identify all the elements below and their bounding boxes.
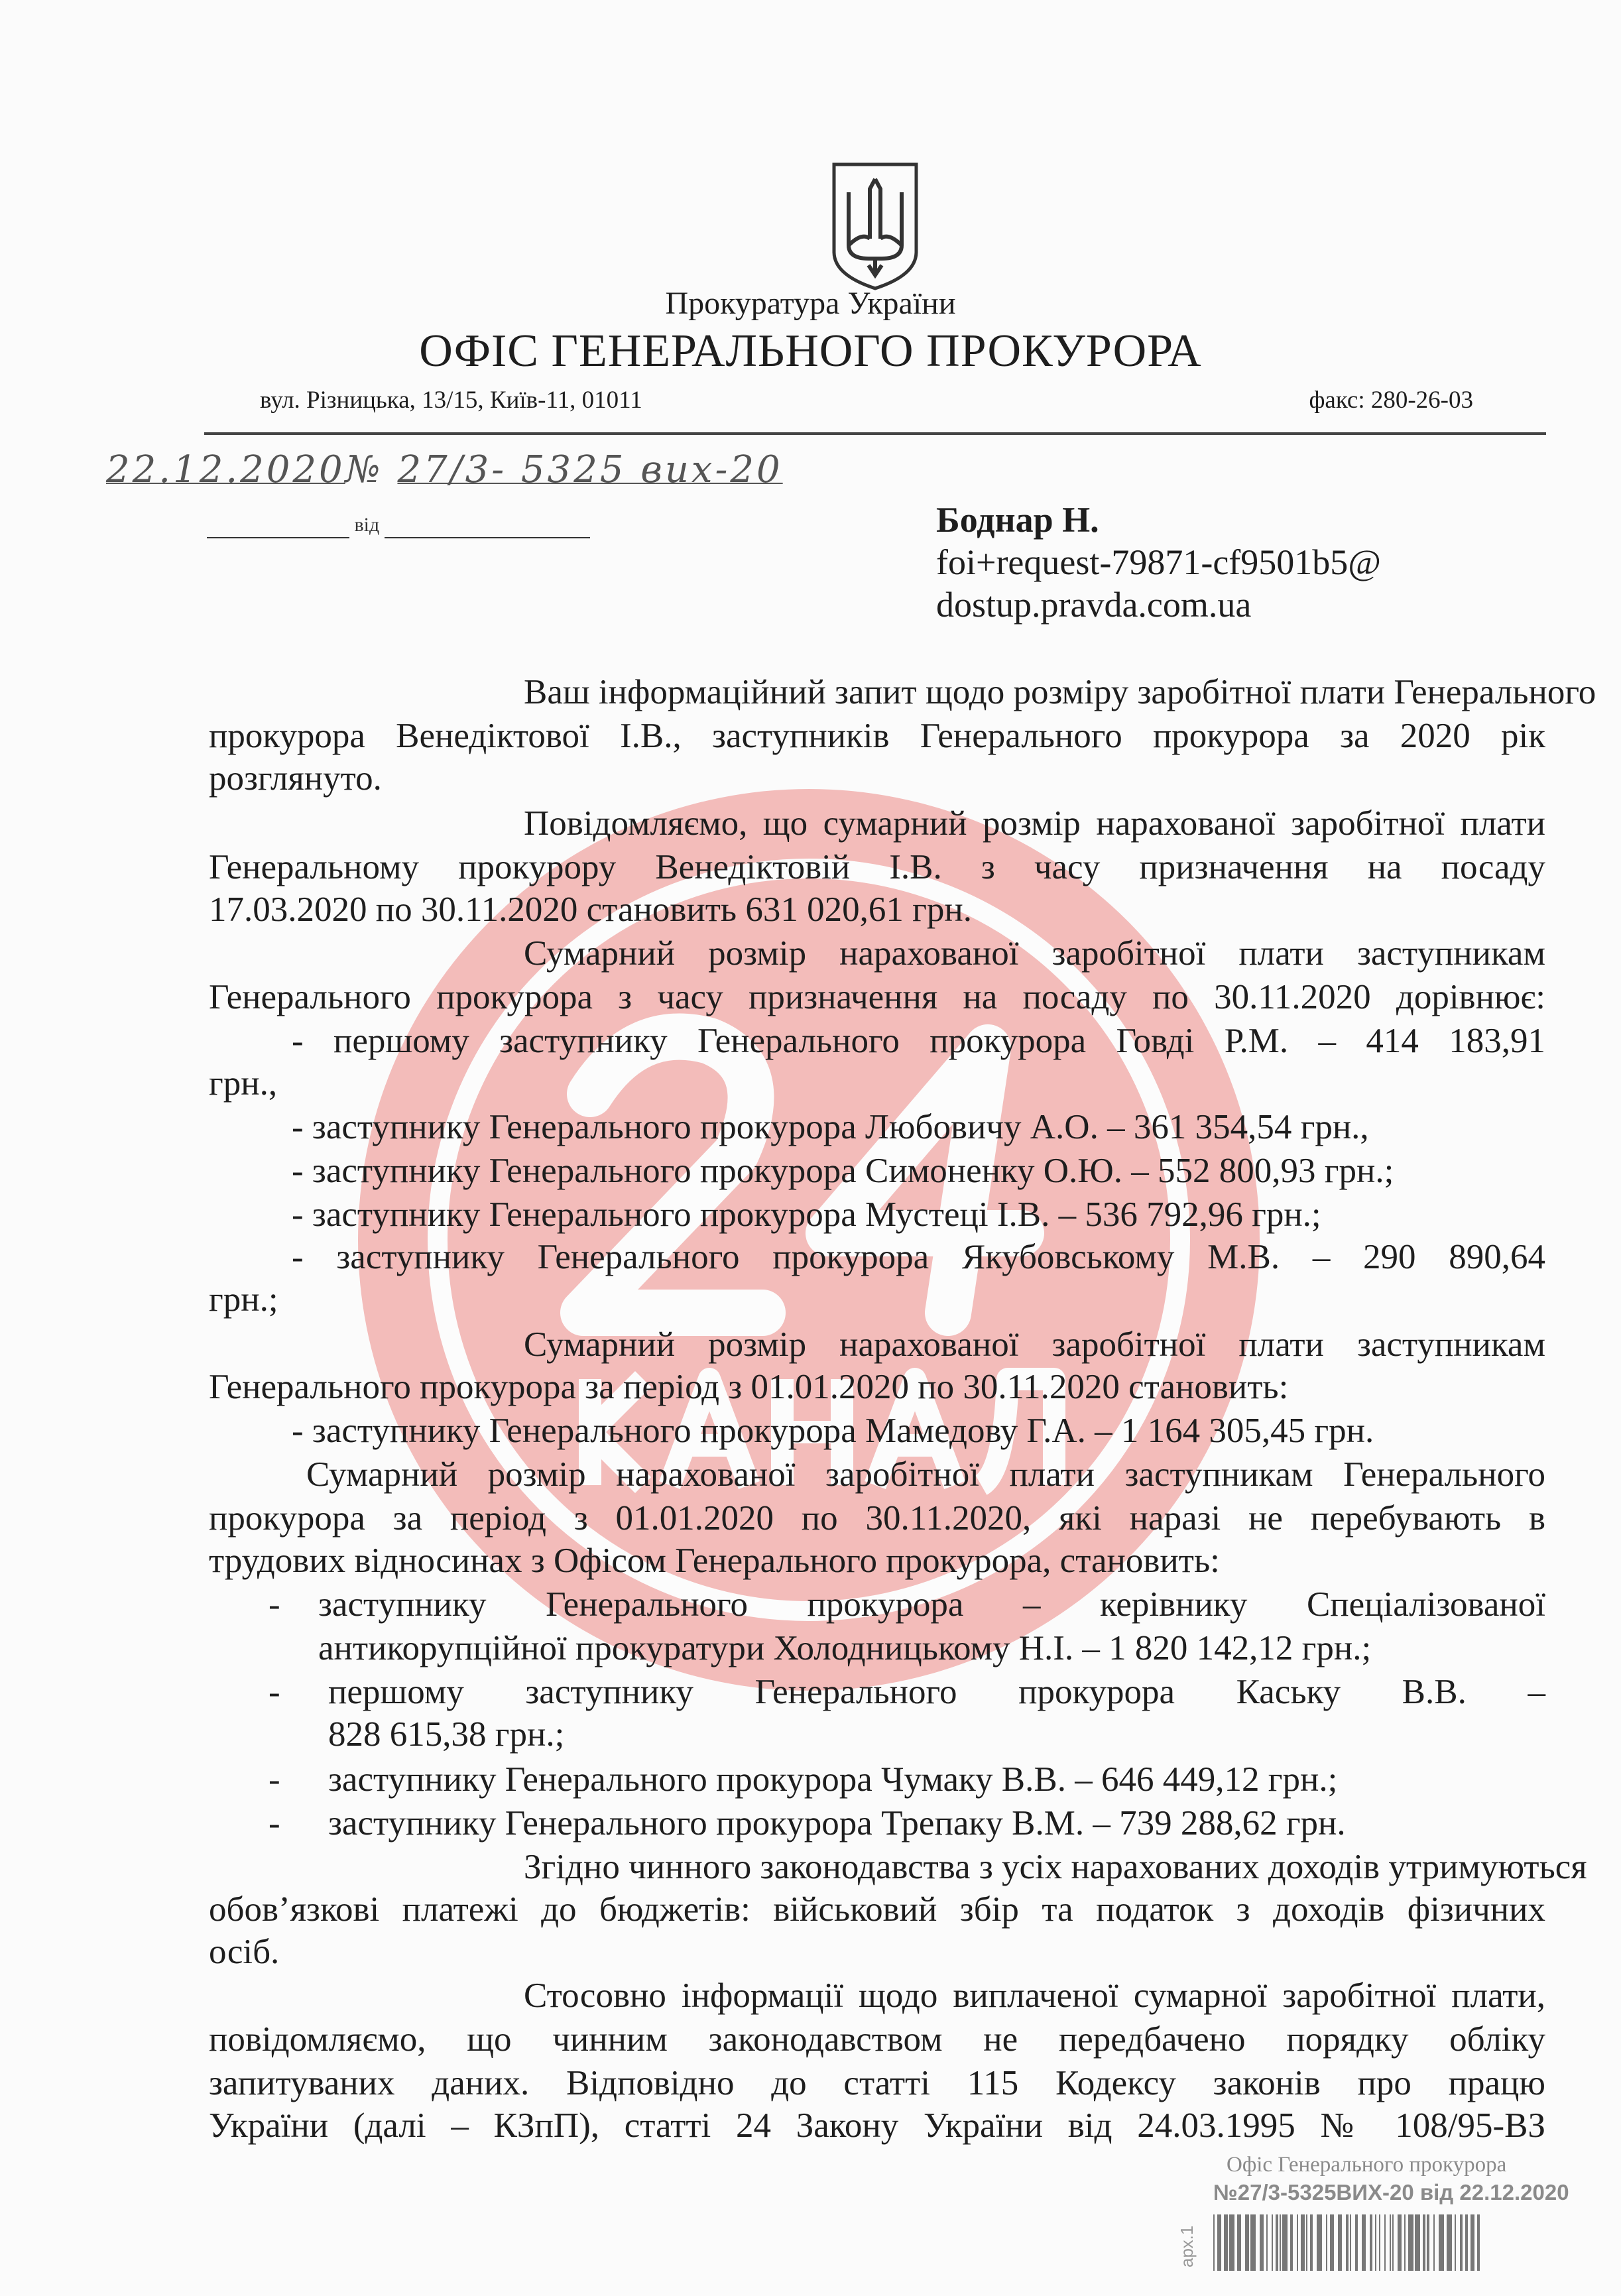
body-line: трудових відносинах з Офісом Генерального прокурора, становить:: [209, 1541, 1220, 1580]
from-label: від: [354, 514, 380, 536]
body-line: осіб.: [209, 1933, 280, 1971]
barcode-bar: [1346, 2214, 1349, 2271]
body-line: Генеральному прокурору Венедіктовій І.В. з часу призначення на посаду: [209, 848, 1545, 886]
barcode-bar: [1245, 2214, 1249, 2271]
body-line: Стосовно інформації щодо виплаченої сумарної заробітної плати,: [524, 1976, 1545, 2015]
office-fax: факс: 280-26-03: [1309, 387, 1473, 414]
recipient-block: [936, 499, 1381, 626]
barcode-bar: [1266, 2214, 1268, 2271]
body-line: першому заступнику Генерального прокурора Каську В.В. –: [328, 1673, 1545, 1711]
barcode-bar: [1379, 2214, 1380, 2271]
barcode-bar: [1282, 2214, 1288, 2271]
barcode-bar: [1290, 2214, 1293, 2271]
body-line: обов’язкові платежі до бюджетів: військовий збір та податок з доходів фізичних: [209, 1890, 1545, 1929]
barcode-bar: [1375, 2214, 1376, 2271]
body-line: Сумарний розмір нарахованої заробітної плати заступникам: [524, 934, 1545, 973]
body-line: - заступнику Генерального прокурора Якубовському М.В. – 290 890,64: [292, 1238, 1545, 1276]
barcode-bar: [1317, 2214, 1322, 2271]
registration-stamp-number: №27/3-5325ВИХ-20 від 22.12.2020: [1213, 2180, 1569, 2205]
barcode-bar: [1398, 2214, 1402, 2271]
barcode-bar: [1423, 2214, 1425, 2271]
registration-stamp-office: Офіс Генерального прокурора: [1227, 2153, 1507, 2177]
barcode-bar: [1433, 2214, 1435, 2271]
barcode-bar: [1465, 2214, 1468, 2271]
barcode-bar: [1306, 2214, 1307, 2271]
barcode-bar: [1362, 2214, 1366, 2271]
body-line: - першому заступнику Генерального прокурора Говді Р.М. – 414 183,91: [292, 1022, 1545, 1060]
body-line: - заступнику Генерального прокурора Симоненку О.Ю. – 552 800,93 грн.;: [292, 1152, 1394, 1190]
office-address: вул. Різницька, 13/15, Київ-11, 01011: [260, 387, 642, 414]
archive-label: арх.1: [1177, 2225, 1197, 2267]
body-line: заступнику Генерального прокурора – керівнику Спеціалізованої: [318, 1585, 1545, 1624]
barcode-bar: [1301, 2214, 1305, 2271]
recipient-email-line-1: foi+request-79871-cf9501b5@: [936, 542, 1382, 582]
header-divider: [204, 432, 1546, 435]
barcode-bar: [1330, 2214, 1334, 2271]
office-title: ОФІС ГЕНЕРАЛЬНОГО ПРОКУРОРА: [419, 326, 1202, 377]
barcode-bar: [1297, 2214, 1298, 2271]
barcode-bar: [1276, 2214, 1278, 2271]
body-line: заступнику Генерального прокурора Чумаку В.В. – 646 449,12 грн.;: [328, 1760, 1338, 1799]
body-line: прокурора за період з 01.01.2020 по 30.11.2020, які наразі не перебувають в: [209, 1499, 1545, 1538]
body-line: України (далі – КЗпП), статті 24 Закону України від 24.03.1995 № 108/95-ВЗ: [209, 2106, 1545, 2145]
body-line: Повідомляємо, що сумарний розмір нарахованої заробітної плати: [524, 804, 1545, 843]
body-line: - заступнику Генерального прокурора Мамедову Г.А. – 1 164 305,45 грн.: [292, 1412, 1374, 1450]
barcode-bar: [1477, 2214, 1480, 2271]
recipient-email-line-2: dostup.pravda.com.ua: [936, 585, 1252, 625]
number-sign: №: [345, 448, 383, 491]
barcode-bar: [1415, 2214, 1420, 2271]
body-line: - заступнику Генерального прокурора Любовичу А.О. – 361 354,54 грн.,: [292, 1108, 1369, 1146]
barcode-bar: [1237, 2214, 1241, 2271]
barcode-bar: [1272, 2214, 1273, 2271]
body-line: запитуваних даних. Відповідно до статті 115 Кодексу законів про працю: [209, 2064, 1545, 2102]
barcode-bar: [1427, 2214, 1429, 2271]
body-line: Генерального прокурора з часу призначення на посаду по 30.11.2020 дорівнює:: [209, 978, 1545, 1016]
barcode-bar: [1392, 2214, 1394, 2271]
barcode: [1213, 2214, 1485, 2271]
handwritten-outgoing-number: [106, 448, 783, 492]
list-bullet-dash: -: [269, 1585, 280, 1624]
body-line: розглянуто.: [209, 759, 382, 798]
barcode-bar: [1213, 2214, 1215, 2271]
list-bullet-dash: -: [269, 1804, 280, 1843]
body-line: заступнику Генерального прокурора Трепаку В.М. – 739 288,62 грн.: [328, 1804, 1346, 1843]
barcode-bar: [1217, 2214, 1221, 2271]
list-bullet-dash: -: [269, 1673, 280, 1711]
organization-name: Прокуратура України: [665, 286, 956, 321]
barcode-bar: [1250, 2214, 1256, 2271]
handwritten-date: 22.12.2020: [106, 448, 345, 491]
body-line: Згідно чинного законодавства з усіх нарахованих доходів утримуються: [524, 1848, 1587, 1886]
body-line: Ваш інформаційний запит щодо розміру заробітної плати Генерального: [524, 673, 1596, 711]
body-line: антикорупційної прокуратури Холодницькому Н.І. – 1 820 142,12 грн.;: [318, 1629, 1372, 1667]
body-line: повідомляємо, що чинним законодавством не передбачено порядку обліку: [209, 2020, 1545, 2059]
barcode-bar: [1455, 2214, 1456, 2271]
barcode-bar: [1390, 2214, 1391, 2271]
body-line: 17.03.2020 по 30.11.2020 становить 631 020,61 грн.: [209, 890, 972, 929]
barcode-bar: [1338, 2214, 1342, 2271]
body-line: прокурора Венедіктової І.В., заступників Генерального прокурора за 2020 рік: [209, 717, 1545, 755]
barcode-bar: [1384, 2214, 1386, 2271]
barcode-bar: [1355, 2214, 1358, 2271]
barcode-bar: [1224, 2214, 1228, 2271]
barcode-bar: [1260, 2214, 1264, 2271]
barcode-bar: [1280, 2214, 1281, 2271]
body-line: 828 615,38 грн.;: [328, 1715, 565, 1754]
barcode-bar: [1460, 2214, 1463, 2271]
body-line: Генерального прокурора за період з 01.01.2020 по 30.11.2020 становить:: [209, 1368, 1289, 1406]
recipient-name: Боднар Н.: [936, 500, 1099, 540]
body-line: Сумарний розмір нарахованої заробітної плати заступникам Генерального: [306, 1455, 1545, 1494]
list-bullet-dash: -: [269, 1760, 280, 1799]
barcode-bar: [1310, 2214, 1313, 2271]
barcode-bar: [1408, 2214, 1413, 2271]
reference-line: [207, 512, 590, 538]
barcode-bar: [1350, 2214, 1351, 2271]
trident-emblem-icon: [829, 159, 922, 292]
barcode-bar: [1370, 2214, 1372, 2271]
barcode-bar: [1229, 2214, 1234, 2271]
body-line: Сумарний розмір нарахованої заробітної плати заступникам: [524, 1325, 1545, 1364]
barcode-bar: [1439, 2214, 1444, 2271]
body-line: грн.,: [209, 1064, 278, 1103]
barcode-bar: [1326, 2214, 1327, 2271]
body-line: грн.;: [209, 1280, 278, 1319]
barcode-bar: [1404, 2214, 1406, 2271]
body-line: - заступнику Генерального прокурора Мустеці І.В. – 536 792,96 грн.;: [292, 1195, 1321, 1234]
handwritten-number: 27/3- 5325 вих-20: [397, 448, 783, 491]
barcode-bar: [1447, 2214, 1452, 2271]
barcode-bar: [1471, 2214, 1474, 2271]
